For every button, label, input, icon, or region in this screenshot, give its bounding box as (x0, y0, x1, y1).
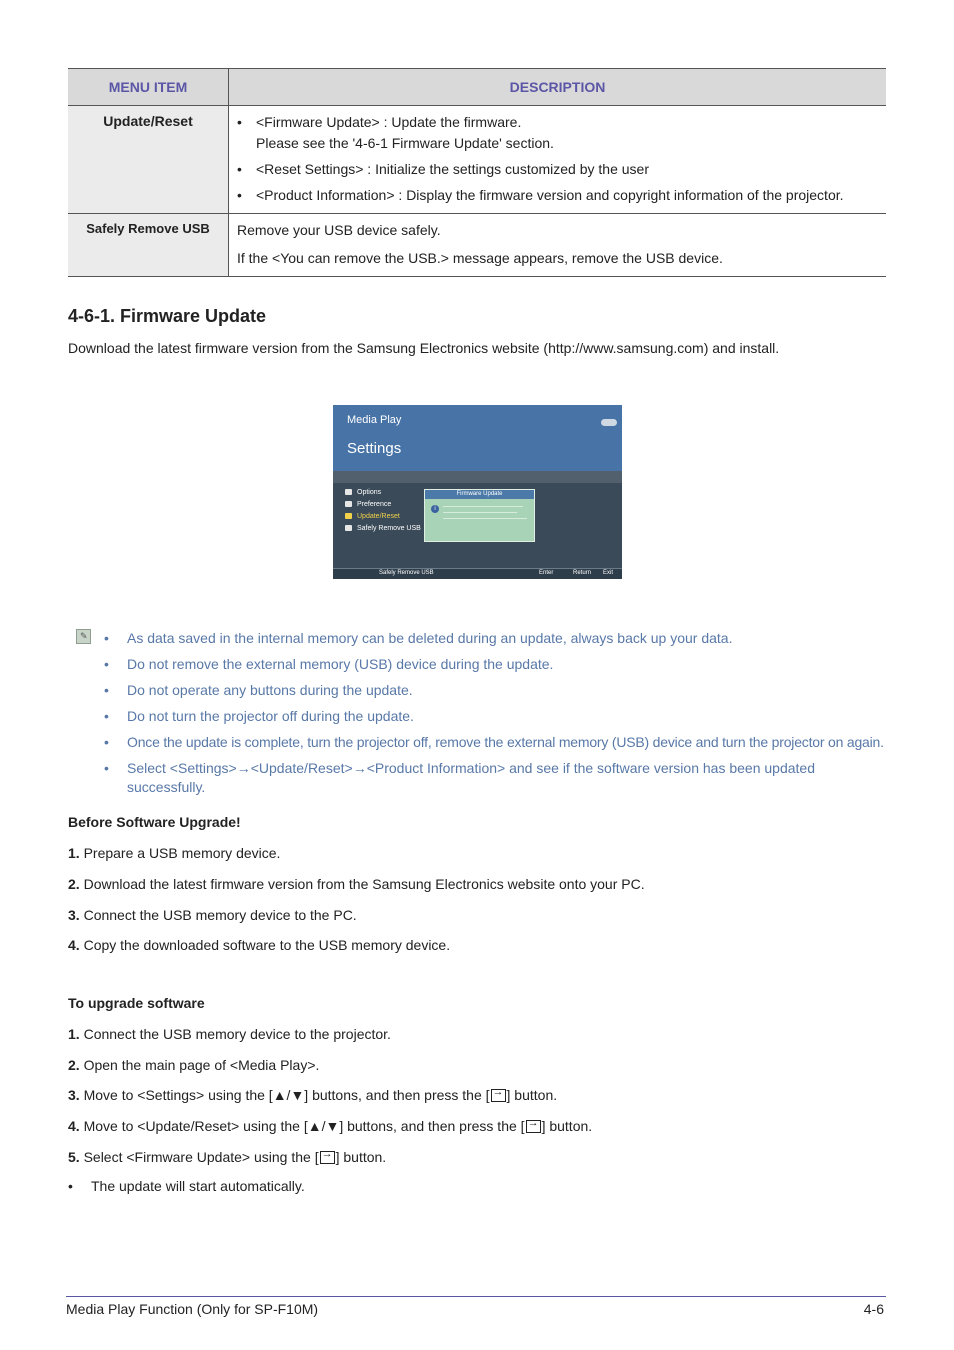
settings-screenshot (333, 405, 622, 579)
popup-title: Firmware Update (425, 490, 534, 499)
footer-safely-remove: Safely Remove USB (379, 570, 434, 576)
row-item-update-reset: Update/Reset (68, 106, 229, 214)
screenshot-app-name: Media Play (347, 414, 402, 426)
note-item: • Select <Settings>→<Update/Reset>→<Product Information> and see if the software version has been updated successfully. (104, 760, 815, 795)
notes-list (104, 629, 894, 804)
footer-divider (66, 1296, 886, 1297)
note-item: • Do not operate any buttons during the update. (104, 682, 413, 698)
upgrade-step: 4. Move to <Update/Reset> using the [▲/▼] buttons, and then press the [→ ] button. (68, 1118, 592, 1134)
desc-line: If the <You can remove the USB.> message appears, remove the USB device. (237, 250, 723, 266)
popup-text-line (443, 506, 523, 507)
usb-icon (345, 525, 352, 531)
menu-table (68, 68, 886, 277)
upgrade-heading: To upgrade software (68, 995, 205, 1011)
before-step: 2. Download the latest firmware version from the Samsung Electronics website onto your PC. (68, 876, 645, 892)
row-desc-safely-remove (229, 214, 887, 277)
section-title: 4-6-1. Firmware Update (68, 306, 267, 326)
note-icon: ✎ (76, 629, 91, 644)
footer-title: Media Play Function (Only for SP-F10M) (66, 1301, 319, 1317)
desc-line: <Firmware Update> : Update the firmware. (256, 114, 522, 130)
upgrade-step: 1. Connect the USB memory device to the projector. (68, 1026, 391, 1042)
before-step: 4. Copy the downloaded software to the USB memory device. (68, 937, 451, 953)
note-item: • Once the update is complete, turn the projector off, remove the external memory (USB) device and turn the projector on again. (104, 734, 884, 750)
popup-text-line (443, 518, 527, 519)
header-description: DESCRIPTION (229, 69, 887, 106)
upgrade-step: 3. Move to <Settings> using the [▲/▼] buttons, and then press the [→ ] button. (68, 1087, 557, 1103)
note-item: • Do not remove the external memory (USB) device during the update. (104, 656, 554, 672)
options-icon (345, 489, 352, 495)
info-icon: i (431, 505, 439, 513)
enter-button-icon (526, 1120, 541, 1133)
desc-line: <Reset Settings> : Initialize the settings customized by the user (256, 161, 649, 177)
screenshot-footer (333, 568, 622, 579)
footer-return: Return (573, 570, 592, 576)
menu-preference: Preference (345, 501, 391, 508)
before-step: 3. Connect the USB memory device to the PC. (68, 907, 357, 923)
header-menu-item: MENU ITEM (68, 69, 229, 106)
firmware-update-popup (424, 489, 535, 542)
popup-text-line (443, 512, 517, 513)
update-icon (345, 513, 352, 519)
page-number: 4-6 (863, 1301, 884, 1317)
preference-icon (345, 501, 352, 507)
upgrade-bullet: • The update will start automatically. (68, 1178, 305, 1194)
note-item: • Do not turn the projector off during the update. (104, 708, 414, 724)
upgrade-step: 2. Open the main page of <Media Play>. (68, 1057, 320, 1073)
footer-enter: Enter (539, 570, 554, 576)
before-upgrade-heading: Before Software Upgrade! (68, 814, 241, 830)
menu-safely-remove: Safely Remove USB (345, 525, 421, 532)
row-desc-update-reset: • <Firmware Update> : Update the firmware. Please see the '4-6-1 Firmware Update' section. • <Reset Settings> : Initialize the settings customized by the user • <Product Information> : Display the firmware version and copyright information of the projector. (229, 106, 887, 214)
upgrade-step: 5. Select <Firmware Update> using the [→ ] button. (68, 1149, 386, 1165)
enter-button-icon (491, 1089, 506, 1102)
row-item-safely-remove: Safely Remove USB (68, 214, 229, 277)
samsung-logo-icon (601, 419, 617, 426)
menu-update-reset: Update/Reset (345, 513, 400, 520)
desc-line: Remove your USB device safely. (237, 222, 441, 238)
screenshot-title: Settings (347, 440, 402, 457)
enter-button-icon (320, 1151, 335, 1164)
footer-exit: Exit (603, 570, 614, 576)
screenshot-band (333, 471, 622, 483)
note-item: • As data saved in the internal memory can be deleted during an update, always back up your data. (104, 630, 733, 646)
before-step: 1. Prepare a USB memory device. (68, 845, 281, 861)
section-intro: Download the latest firmware version from the Samsung Electronics website (http://www.samsung.com) and install. (68, 340, 780, 356)
desc-line: Please see the '4-6-1 Firmware Update' section. (256, 135, 554, 151)
desc-line: <Product Information> : Display the firmware version and copyright information of the projector. (256, 187, 844, 203)
menu-options: Options (345, 489, 381, 496)
